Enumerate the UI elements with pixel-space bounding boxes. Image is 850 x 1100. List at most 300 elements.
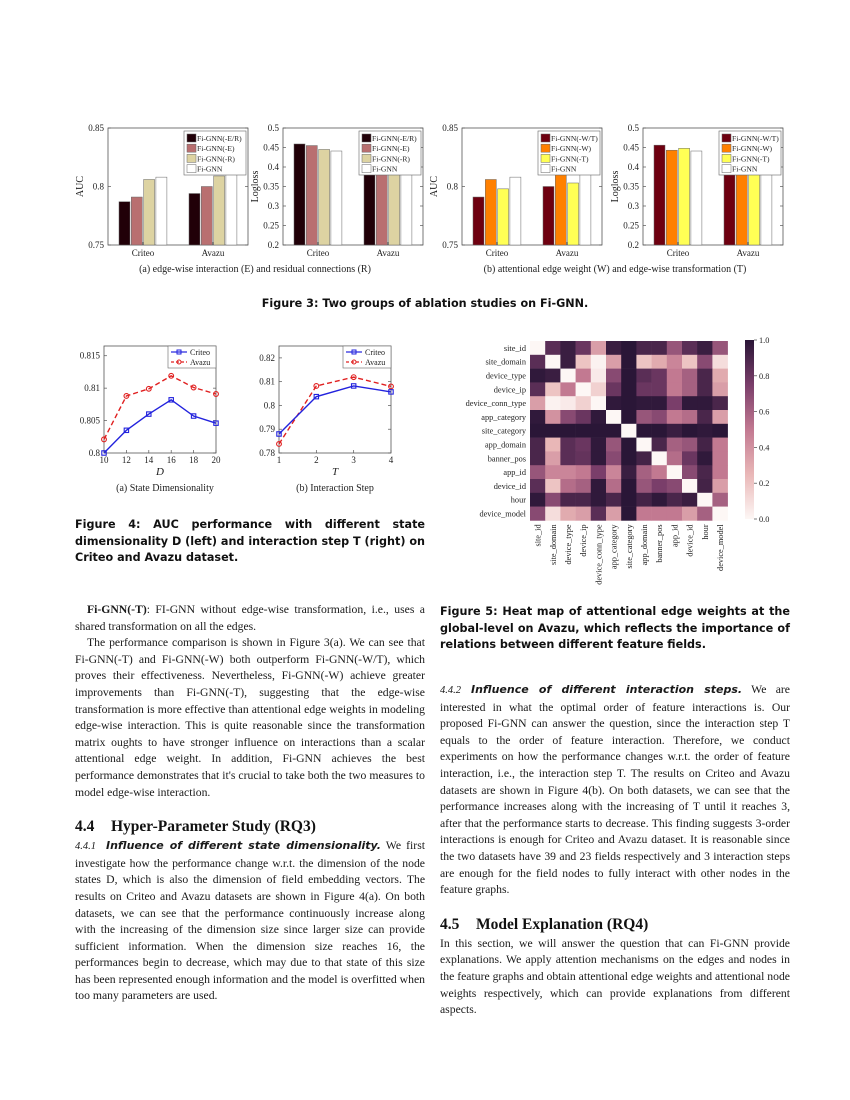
column-label: app_domain	[640, 524, 649, 566]
bar-fi-gnn-e--avazu	[201, 187, 212, 246]
colorbar-tick-label: 0.2	[759, 479, 770, 489]
x-tick-label: Avazu	[555, 248, 579, 258]
figure5-caption: Figure 5: Heat map of attentional edge weights at the global-level on Avazu, which reflects the importance of relations between different feature fields.	[440, 605, 790, 651]
x-tick-label: 14	[144, 455, 154, 465]
y-axis-label: AUC	[75, 175, 86, 198]
heatmap-cell-app_id-app_category	[606, 465, 622, 479]
bar-fi-gnn-r--criteo	[319, 149, 330, 245]
y-tick-label: 0.8	[446, 181, 458, 192]
bar-fi-gnn-e-r--avazu	[364, 172, 375, 245]
paragraph-comparison: The performance comparison is shown in Figure 3(a). We can see that Fi-GNN(-T) and Fi-GNN(-W) both outperform Fi-GNN(-W/T), which proves their effectiveness. Nevertheless, Fi-GNN(-W) achieve greater improvements than Fi-GNN(-T), suggesting that the edge-wise transformation is more effective than attentional edge weights in modeling edge-wise interaction. This is quite reasonable since the transformation matrix oughts to have stronger influence on interactions than a scalar attentional edge weight. In addition, Fi-GNN achieves the best performance demonstrates that it's crucial to take both the two measures to model edge-wise interaction.	[75, 636, 425, 799]
heatmap-cell-device_type-site_id	[530, 369, 546, 383]
y-tick-label: 0.81	[259, 376, 275, 387]
heatmap-cell-site_domain-site_id	[530, 355, 546, 369]
subsection-title: Influence of different state dimensionality.	[106, 839, 381, 853]
x-axis-label: D	[156, 466, 164, 475]
heatmap-cell-device_id-site_domain	[545, 479, 561, 493]
column-label: hour	[700, 524, 710, 540]
heatmap-cell-banner_pos-site_domain	[545, 451, 561, 465]
y-tick-label: 0.5	[267, 123, 279, 133]
y-tick-label: 0.35	[623, 181, 639, 192]
x-tick-label: Criteo	[666, 248, 690, 258]
heatmap-cell-app_id-device_conn_type	[591, 465, 607, 479]
section-4-5-heading	[440, 916, 790, 934]
heatmap-cell-device_conn_type-banner_pos	[652, 396, 668, 410]
heatmap-cell-hour-site_category	[621, 493, 637, 507]
y-tick-label: 0.4	[267, 162, 279, 172]
heatmap-cell-site_id-device_conn_type	[591, 341, 607, 355]
heatmap-cell-banner_pos-banner_pos	[652, 451, 668, 465]
heatmap-cell-device_type-device_id	[682, 369, 698, 383]
heatmap-cell-device_type-site_category	[621, 369, 637, 383]
paragraph-text: : FI-GNN without edge-wise transformation, i.e., uses a shared transformation on all the edges.	[75, 603, 425, 633]
bar-fi-gnn-e--criteo	[131, 197, 142, 245]
legend-label: Fi-GNN(-E/R)	[372, 134, 417, 143]
x-tick-label: 10	[99, 455, 109, 465]
heatmap-cell-app_id-site_id	[530, 465, 546, 479]
fig3a-logloss-chart	[245, 115, 435, 260]
heatmap-cell-device_id-device_conn_type	[591, 479, 607, 493]
colorbar-tick-label: 0.8	[759, 371, 770, 381]
legend-label: Fi-GNN(-W)	[732, 144, 773, 154]
y-axis-label: AUC	[429, 175, 440, 198]
y-tick-label: 0.85	[88, 123, 104, 133]
heatmap-cell-site_id-app_domain	[636, 341, 652, 355]
legend-label: Fi-GNN(-R)	[372, 154, 410, 164]
heatmap-cell-app_category-device_type	[560, 410, 576, 424]
fig4a-chart	[70, 335, 240, 475]
heatmap-cell-app_id-device_type	[560, 465, 576, 479]
heatmap-cell-app_domain-site_category	[621, 438, 637, 452]
bar-fi-gnn-t--avazu	[568, 183, 579, 245]
heatmap-cell-device_id-app_id	[667, 479, 683, 493]
heatmap-cell-hour-device_conn_type	[591, 493, 607, 507]
y-tick-label: 0.81	[84, 383, 100, 394]
column-label: device_conn_type	[594, 524, 604, 585]
x-axis-label: T	[331, 466, 339, 475]
heatmap-cell-app_domain-site_domain	[545, 438, 561, 452]
legend-label: Fi-GNN	[197, 164, 223, 174]
heatmap-cell-device_conn_type-device_id	[682, 396, 698, 410]
heatmap-cell-device_type-device_ip	[576, 369, 592, 383]
bar-fi-gnn-criteo	[510, 177, 521, 245]
heatmap-cell-hour-app_id	[667, 493, 683, 507]
row-label: device_id	[493, 481, 526, 491]
legend-label: Fi-GNN(-W/T)	[551, 134, 598, 143]
heatmap-cell-device_conn_type-device_model	[712, 396, 728, 410]
heatmap-cell-device_model-app_domain	[636, 507, 652, 521]
heatmap-cell-app_category-device_id	[682, 410, 698, 424]
heatmap-cell-app_category-device_ip	[576, 410, 592, 424]
heatmap-cell-hour-device_id	[682, 493, 698, 507]
legend-swatch	[187, 165, 196, 173]
heatmap-cell-device_conn_type-device_ip	[576, 396, 592, 410]
heatmap-cell-hour-site_domain	[545, 493, 561, 507]
heatmap-cell-hour-app_domain	[636, 493, 652, 507]
heatmap-cell-hour-device_model	[712, 493, 728, 507]
legend-swatch	[362, 144, 371, 152]
x-tick-label: Avazu	[736, 248, 760, 258]
heatmap-cell-device_conn_type-site_id	[530, 396, 546, 410]
heatmap-cell-site_id-device_model	[712, 341, 728, 355]
section-4-4-heading	[75, 818, 425, 836]
heatmap-cell-app_category-banner_pos	[652, 410, 668, 424]
heatmap-cell-app_domain-device_id	[682, 438, 698, 452]
heatmap-cell-device_type-device_conn_type	[591, 369, 607, 383]
y-tick-label: 0.45	[263, 142, 279, 153]
legend-swatch	[722, 134, 731, 142]
heatmap-cell-site_id-app_id	[667, 341, 683, 355]
heatmap-cell-app_category-site_category	[621, 410, 637, 424]
y-tick-label: 0.815	[79, 350, 100, 361]
fig3b-logloss-chart	[605, 115, 795, 260]
legend-label: Fi-GNN	[372, 164, 398, 174]
heatmap-cell-site_category-site_domain	[545, 424, 561, 438]
heatmap-cell-device_conn_type-app_id	[667, 396, 683, 410]
bar-fi-gnn-t--avazu	[749, 173, 760, 245]
heatmap-cell-device_id-device_type	[560, 479, 576, 493]
colorbar-tick-label: 0.6	[759, 407, 770, 417]
row-label: hour	[510, 495, 526, 505]
heatmap-cell-device_model-app_category	[606, 507, 622, 521]
y-tick-label: 0.3	[627, 201, 639, 211]
heatmap-cell-app_id-device_model	[712, 465, 728, 479]
bar-fi-gnn-r--avazu	[214, 176, 225, 245]
section-number: 4.5	[440, 915, 460, 933]
bar-fi-gnn-e-r--criteo	[119, 202, 130, 245]
heatmap-cell-app_domain-app_domain	[636, 438, 652, 452]
legend-swatch	[362, 165, 371, 173]
y-tick-label: 0.805	[79, 415, 100, 426]
heatmap-cell-device_model-site_category	[621, 507, 637, 521]
legend-label: Fi-GNN(-E)	[372, 144, 410, 154]
heatmap-cell-hour-hour	[697, 493, 713, 507]
bar-fi-gnn-w--criteo	[485, 179, 496, 245]
heatmap-cell-app_category-app_id	[667, 410, 683, 424]
heatmap-cell-device_type-hour	[697, 369, 713, 383]
heatmap-cell-site_id-app_category	[606, 341, 622, 355]
heatmap-cell-site_category-device_model	[712, 424, 728, 438]
heatmap-cell-device_model-hour	[697, 507, 713, 521]
colorbar	[745, 340, 754, 519]
bar-fi-gnn-e-r--criteo	[294, 144, 305, 245]
bar-fi-gnn-r--avazu	[389, 174, 400, 245]
fig3b-auc-chart	[424, 115, 614, 260]
heatmap-cell-device_id-device_id	[682, 479, 698, 493]
heatmap-cell-device_ip-device_id	[682, 382, 698, 396]
column-label: device_model	[716, 524, 725, 571]
heatmap-cell-site_category-hour	[697, 424, 713, 438]
subsection-number: 4.4.2	[440, 685, 461, 696]
heatmap-cell-site_domain-app_domain	[636, 355, 652, 369]
heatmap-cell-device_model-site_id	[530, 507, 546, 521]
heatmap-cell-device_model-site_domain	[545, 507, 561, 521]
heatmap-cell-site_id-device_type	[560, 341, 576, 355]
column-label: device_type	[564, 524, 573, 565]
row-label: app_id	[503, 468, 526, 478]
heatmap-cell-site_domain-app_id	[667, 355, 683, 369]
heatmap-cell-device_id-device_model	[712, 479, 728, 493]
legend-swatch	[541, 165, 550, 173]
x-tick-label: 18	[189, 455, 199, 465]
y-tick-label: 0.75	[88, 240, 104, 250]
heatmap-cell-device_type-app_category	[606, 369, 622, 383]
subsection-number: 4.4.1	[75, 841, 96, 853]
row-label: site_domain	[485, 357, 526, 367]
y-axis-label: Logloss	[610, 170, 621, 203]
heatmap-cell-device_ip-app_id	[667, 382, 683, 396]
heatmap-cell-site_category-app_category	[606, 424, 622, 438]
bar-fi-gnn-e--avazu	[376, 172, 387, 245]
heatmap-cell-banner_pos-device_id	[682, 451, 698, 465]
heatmap-cell-site_id-device_id	[682, 341, 698, 355]
bar-fi-gnn-t--criteo	[498, 189, 509, 245]
y-tick-label: 0.8	[92, 181, 104, 192]
row-label: device_type	[485, 371, 526, 381]
legend-swatch	[722, 144, 731, 152]
y-tick-label: 0.78	[259, 448, 275, 458]
heatmap-cell-device_id-site_id	[530, 479, 546, 493]
heatmap-cell-site_id-site_domain	[545, 341, 561, 355]
heatmap-cell-device_ip-site_domain	[545, 382, 561, 396]
bar-fi-gnn-avazu	[226, 172, 237, 245]
bar-fi-gnn-avazu	[580, 172, 591, 245]
heatmap-cell-hour-app_category	[606, 493, 622, 507]
row-label: device_model	[479, 509, 526, 519]
heatmap-cell-site_category-banner_pos	[652, 424, 668, 438]
heatmap-cell-banner_pos-app_id	[667, 451, 683, 465]
legend-label: Avazu	[365, 358, 386, 367]
left-column	[75, 602, 425, 1005]
heatmap-cell-banner_pos-device_type	[560, 451, 576, 465]
x-tick-label: 16	[166, 455, 176, 465]
row-label: app_domain	[484, 440, 526, 450]
heatmap-cell-site_category-site_id	[530, 424, 546, 438]
heatmap-cell-site_domain-device_conn_type	[591, 355, 607, 369]
bar-fi-gnn-criteo	[331, 151, 342, 245]
heatmap-cell-site_id-site_category	[621, 341, 637, 355]
legend-swatch	[187, 154, 196, 162]
bar-fi-gnn-w--criteo	[666, 150, 677, 245]
heatmap-cell-app_id-device_ip	[576, 465, 592, 479]
column-label: device_id	[685, 524, 695, 557]
paragraph-4-4-1	[75, 838, 425, 1005]
heatmap-cell-site_domain-banner_pos	[652, 355, 668, 369]
fig4b-subcaption: (b) Interaction Step	[296, 483, 374, 494]
heatmap-cell-device_type-site_domain	[545, 369, 561, 383]
y-tick-label: 0.2	[627, 240, 639, 250]
column-label: site_category	[624, 524, 634, 569]
heatmap-cell-app_id-hour	[697, 465, 713, 479]
subsection-title: Influence of different interaction steps.	[471, 683, 743, 696]
heatmap-cell-device_ip-device_conn_type	[591, 382, 607, 396]
heatmap-cell-app_category-hour	[697, 410, 713, 424]
section-title: Hyper-Parameter Study (RQ3)	[111, 818, 316, 836]
heatmap-cell-device_type-banner_pos	[652, 369, 668, 383]
heatmap-cell-site_id-banner_pos	[652, 341, 668, 355]
heatmap-cell-app_domain-device_conn_type	[591, 438, 607, 452]
y-tick-label: 0.2	[267, 240, 279, 250]
heatmap-cell-device_type-app_id	[667, 369, 683, 383]
heatmap-cell-app_category-device_conn_type	[591, 410, 607, 424]
heatmap-cell-banner_pos-device_model	[712, 451, 728, 465]
heatmap-cell-app_domain-app_id	[667, 438, 683, 452]
heatmap-cell-site_category-app_id	[667, 424, 683, 438]
colorbar-tick-label: 0.4	[759, 443, 770, 453]
heatmap-cell-app_category-site_domain	[545, 410, 561, 424]
x-tick-label: 1	[276, 455, 282, 465]
legend-label: Fi-GNN(-W)	[551, 144, 592, 154]
row-label: banner_pos	[487, 454, 526, 464]
bar-fi-gnn-w-t--avazu	[724, 172, 735, 245]
heatmap-cell-device_conn_type-app_category	[606, 396, 622, 410]
legend-label: Fi-GNN(-E/R)	[197, 134, 242, 143]
paragraph-4-5: In this section, we will answer the question that can Fi-GNN provide explanations. We apply attention mechanisms on the edges and nodes in the feature graphs and obtain attentional edge weights and attentional node weights respectively, which can provide explanations from different aspects.	[440, 936, 790, 1017]
y-tick-label: 0.5	[627, 123, 639, 133]
heatmap-cell-banner_pos-app_category	[606, 451, 622, 465]
column-label: banner_pos	[655, 524, 665, 563]
heatmap-cell-device_model-device_id	[682, 507, 698, 521]
legend-label: Fi-GNN(-T)	[732, 154, 770, 164]
y-tick-label: 0.8	[88, 448, 100, 458]
heatmap-cell-app_domain-device_model	[712, 438, 728, 452]
heatmap-cell-device_conn_type-device_type	[560, 396, 576, 410]
heatmap-cell-app_domain-app_category	[606, 438, 622, 452]
heatmap-cell-app_category-site_id	[530, 410, 546, 424]
row-label: app_category	[481, 412, 526, 422]
figure3-caption: Figure 3: Two groups of ablation studies on Fi-GNN.	[261, 297, 589, 310]
x-tick-label: 4	[388, 455, 394, 465]
heatmap-cell-hour-device_type	[560, 493, 576, 507]
heatmap-cell-site_category-device_conn_type	[591, 424, 607, 438]
heatmap-cell-device_type-app_domain	[636, 369, 652, 383]
heatmap-cell-site_domain-site_domain	[545, 355, 561, 369]
heatmap-cell-device_model-device_type	[560, 507, 576, 521]
heatmap-cell-device_ip-device_type	[560, 382, 576, 396]
colorbar-tick-label: 1.0	[759, 336, 770, 345]
legend-swatch	[187, 134, 196, 142]
heatmap-cell-app_id-device_id	[682, 465, 698, 479]
y-tick-label: 0.4	[627, 162, 639, 172]
x-tick-label: Criteo	[306, 248, 330, 258]
paragraph-text: We are interested in what the optimal order of feature interactions is. Our proposed Fi-GNN can answer the question, since the interaction step T equals to the order of feature interaction. Therefore, we conduct experiments on how the performance changes w.r.t. the order of feature interaction, i.e., the interaction step T. The results on Criteo and Avazu datasets are shown in Figure 4(b). On both datasets, we can see that the performance increases along with the increasing of T until it reaches 3, after that the performance starts to decrease. This finding suggests 3-order interactions is enough for Criteo and Avazu dataset. It is reasonable since the two datasets have 39 and 23 fields respectively and 3 interaction steps are enough for the field nodes to fully interact with other nodes in the feature graphs.	[440, 683, 790, 897]
y-tick-label: 0.85	[442, 123, 458, 133]
legend-label: Fi-GNN(-W/T)	[732, 134, 779, 143]
y-tick-label: 0.79	[259, 424, 275, 435]
row-label: site_id	[503, 343, 526, 353]
y-tick-label: 0.3	[267, 201, 279, 211]
heatmap-cell-hour-banner_pos	[652, 493, 668, 507]
heatmap-cell-site_domain-device_id	[682, 355, 698, 369]
heatmap-cell-banner_pos-device_conn_type	[591, 451, 607, 465]
x-tick-label: 20	[211, 455, 221, 465]
heatmap-cell-device_id-app_domain	[636, 479, 652, 493]
heatmap-cell-device_conn_type-device_conn_type	[591, 396, 607, 410]
heatmap-cell-app_domain-banner_pos	[652, 438, 668, 452]
paragraph-text: We first investigate how the performance change w.r.t. the dimension of the node states D, which is also the dimension of field embedding vectors. The results on Criteo and Avazu datasets are shown in Figure 4(a). On both datasets, we can see that the performance continuously increase along with the increasing of the dimension size since larger size can provide sufficient information. When the dimension size reaches 16, the performances begin to decrease, which may due to that state of this size has been represented enough information and the model is overfitted when too many parameters are used.	[75, 839, 425, 1003]
legend-label: Fi-GNN	[732, 164, 758, 174]
legend-swatch	[722, 154, 731, 162]
bar-fi-gnn-w-t--avazu	[543, 187, 554, 246]
heatmap-cell-device_ip-banner_pos	[652, 382, 668, 396]
bar-fi-gnn-w-t--criteo	[473, 197, 484, 245]
heatmap-cell-site_category-device_type	[560, 424, 576, 438]
heatmap-cell-app_id-site_domain	[545, 465, 561, 479]
term-fi-gnn-t: Fi-GNN(-T)	[87, 603, 147, 616]
bar-fi-gnn-criteo	[156, 177, 167, 245]
heatmap-cell-device_id-hour	[697, 479, 713, 493]
fig3a-auc-chart	[70, 115, 260, 260]
heatmap-cell-device_type-device_type	[560, 369, 576, 383]
x-tick-label: Avazu	[201, 248, 225, 258]
section-number: 4.4	[75, 818, 95, 836]
heatmap-cell-device_ip-site_id	[530, 382, 546, 396]
legend-swatch	[362, 154, 371, 162]
bar-fi-gnn-w-t--criteo	[654, 145, 665, 245]
heatmap-cell-app_id-site_category	[621, 465, 637, 479]
heatmap-cell-site_id-hour	[697, 341, 713, 355]
bar-fi-gnn-w--avazu	[555, 174, 566, 245]
y-tick-label: 0.75	[442, 240, 458, 250]
heatmap-cell-app_domain-site_id	[530, 438, 546, 452]
heatmap-cell-device_conn_type-hour	[697, 396, 713, 410]
heatmap-cell-device_model-device_ip	[576, 507, 592, 521]
column-label: site_id	[533, 524, 543, 547]
heatmap-cell-device_type-device_model	[712, 369, 728, 383]
fig4b-chart	[245, 335, 415, 475]
legend-swatch	[541, 144, 550, 152]
y-tick-label: 0.45	[623, 142, 639, 153]
heatmap-cell-site_domain-device_model	[712, 355, 728, 369]
heatmap-cell-device_model-banner_pos	[652, 507, 668, 521]
heatmap-cell-device_conn_type-site_category	[621, 396, 637, 410]
heatmap-cell-device_ip-app_domain	[636, 382, 652, 396]
heatmap-cell-site_domain-device_ip	[576, 355, 592, 369]
heatmap-cell-site_category-site_category	[621, 424, 637, 438]
heatmap-cell-device_model-device_model	[712, 507, 728, 521]
heatmap-cell-app_domain-device_ip	[576, 438, 592, 452]
heatmap-cell-device_model-device_conn_type	[591, 507, 607, 521]
heatmap-cell-hour-site_id	[530, 493, 546, 507]
row-label: device_ip	[493, 385, 526, 395]
bar-fi-gnn-w--avazu	[736, 174, 747, 245]
heatmap-cell-app_category-device_model	[712, 410, 728, 424]
legend-label: Fi-GNN(-E)	[197, 144, 235, 154]
x-tick-label: Criteo	[485, 248, 509, 258]
right-column	[440, 682, 790, 1019]
column-label: site_domain	[548, 524, 558, 565]
y-tick-label: 0.8	[263, 400, 275, 411]
heatmap-cell-device_id-app_category	[606, 479, 622, 493]
colorbar-tick-label: 0.0	[759, 515, 770, 524]
heatmap-cell-device_ip-site_category	[621, 382, 637, 396]
heatmap-cell-device_conn_type-site_domain	[545, 396, 561, 410]
paragraph-fi-gnn-t	[75, 602, 425, 635]
row-label: site_category	[481, 426, 526, 436]
legend-label: Fi-GNN	[551, 164, 577, 174]
legend-swatch	[541, 154, 550, 162]
figure4-caption: Figure 4: AUC performance with different state dimensionality D (left) and interaction step T (right) on Criteo and Avazu dataset.	[75, 518, 425, 564]
column-label: app_category	[609, 524, 619, 570]
heatmap-cell-banner_pos-device_ip	[576, 451, 592, 465]
heatmap-cell-device_ip-hour	[697, 382, 713, 396]
heatmap-cell-site_domain-device_type	[560, 355, 576, 369]
heatmap-cell-site_id-device_ip	[576, 341, 592, 355]
x-tick-label: 2	[314, 455, 319, 465]
heatmap-cell-banner_pos-site_id	[530, 451, 546, 465]
legend-label: Criteo	[365, 348, 385, 357]
heatmap-cell-banner_pos-hour	[697, 451, 713, 465]
